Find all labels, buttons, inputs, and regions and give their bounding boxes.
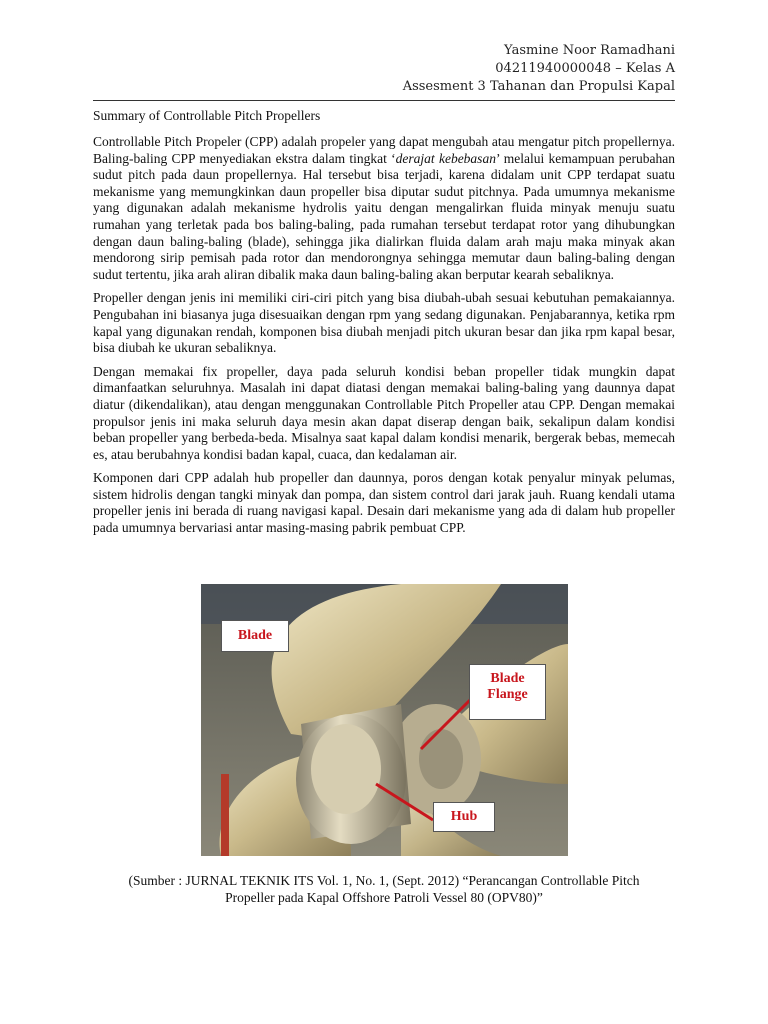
caption-line-1: (Sumber : JURNAL TEKNIK ITS Vol. 1, No. 1, (Sept. 2012) “Perancangan Controllable Pitch [128,873,640,888]
paragraph-4: Komponen dari CPP adalah hub propeller dan daunnya, poros dengan kotak penyalur minyak pelumas, sistem hidrolis dengan tangki minyak dan pompa, dan sistem control dari jarak jauh. Ruang kendali utama propeller jenis ini berada di ruang navigasi kapal. Desain dari mekanisme yang ada di dalam hub propeller pada umumnya bervariasi antar masing-masing pabrik pembuat CPP. [93,470,675,536]
student-id-class: 04211940000048 – Kelas A [495,61,675,76]
caption-line-2: Propeller pada Kapal Offshore Patroli Vessel 80 (OPV80)” [225,890,543,905]
blade-label: Blade [221,620,289,652]
header-divider [93,100,675,101]
paragraph-2: Propeller dengan jenis ini memiliki ciri-ciri pitch yang bisa diubah-ubah sesuai kebutuhan pemakaiannya. Pengubahan ini biasanya juga disesuaikan dengan rpm yang sedang digunakan. Penjabarannya, ketika rpm kapal yang digunakan rendah, komponen bisa diubah menjadi pitch ukuran besar dan jika rpm kapal besar, bisa diubah ke ukuran sebaliknya. [93,290,675,356]
author-name: Yasmine Noor Ramadhani [504,43,675,58]
hub-label: Hub [433,802,495,832]
blade-flange-label: Blade Flange [469,664,546,720]
paragraph-1: Controllable Pitch Propeler (CPP) adalah propeler yang dapat mengubah atau mengatur pitch propellernya. Baling-baling CPP menyediakan ekstra dalam tingkat ‘derajat kebebasan’ melalui kemampuan perubahan sudut pitch pada daun propellernya. Hal tersebut bisa terjadi, karena didalam unit CPP terdapat suatu mekanisme yang memungkinkan daun propeller bisa diputar sudut pitchnya. Pada umumnya mekanisme yang digunakan adalah mekanisme hydrolis yaitu dengan mengalirkan fluida minyak menuju suatu rumahan yang terletak pada bos baling-baling, pada rumahan tersebut terdapat rotor yang dihubungkan dengan daun baling-baling (blade), sehingga jika dialirkan fluida dalam arah maju maka minyak akan mendorong sirip pemisah pada rotor dan mendorongnya sehingga memutar daun baling-baling dengan sudut tertentu, jika arah aliran dibalik maka daun baling-baling akan berputar kearah sebaliknya. [93,134,675,282]
assignment-title: Assesment 3 Tahanan dan Propulsi Kapal [402,79,675,94]
propeller-photo [201,584,568,856]
body-text [93,134,675,544]
author-header [403,42,675,96]
figure-caption [93,872,675,906]
section-title: Summary of Controllable Pitch Propellers [93,108,321,123]
paragraph-3: Dengan memakai fix propeller, daya pada seluruh kondisi beban propeller tidak mungkin dapat dimanfaatkan seluruhnya. Masalah ini dapat diatasi dengan memakai baling-baling yang daunnya dapat diatur (dikendalikan), atau dengan menggunakan Controllable Pitch Propeller atau CPP. Dengan memakai propulsor jenis ini maka seluruh daya mesin akan dapat diserap dengan baik, sekalipun dalam kondisi beban propeller yang berbeda-beda. Misalnya saat kapal dalam kondisi menarik, bergerak bebas, memecah es, atau berubahnya kondisi badan kapal, cuaca, dan kedalaman air. [93,363,675,462]
emphasis-term: derajat kebebasan [395,150,496,166]
